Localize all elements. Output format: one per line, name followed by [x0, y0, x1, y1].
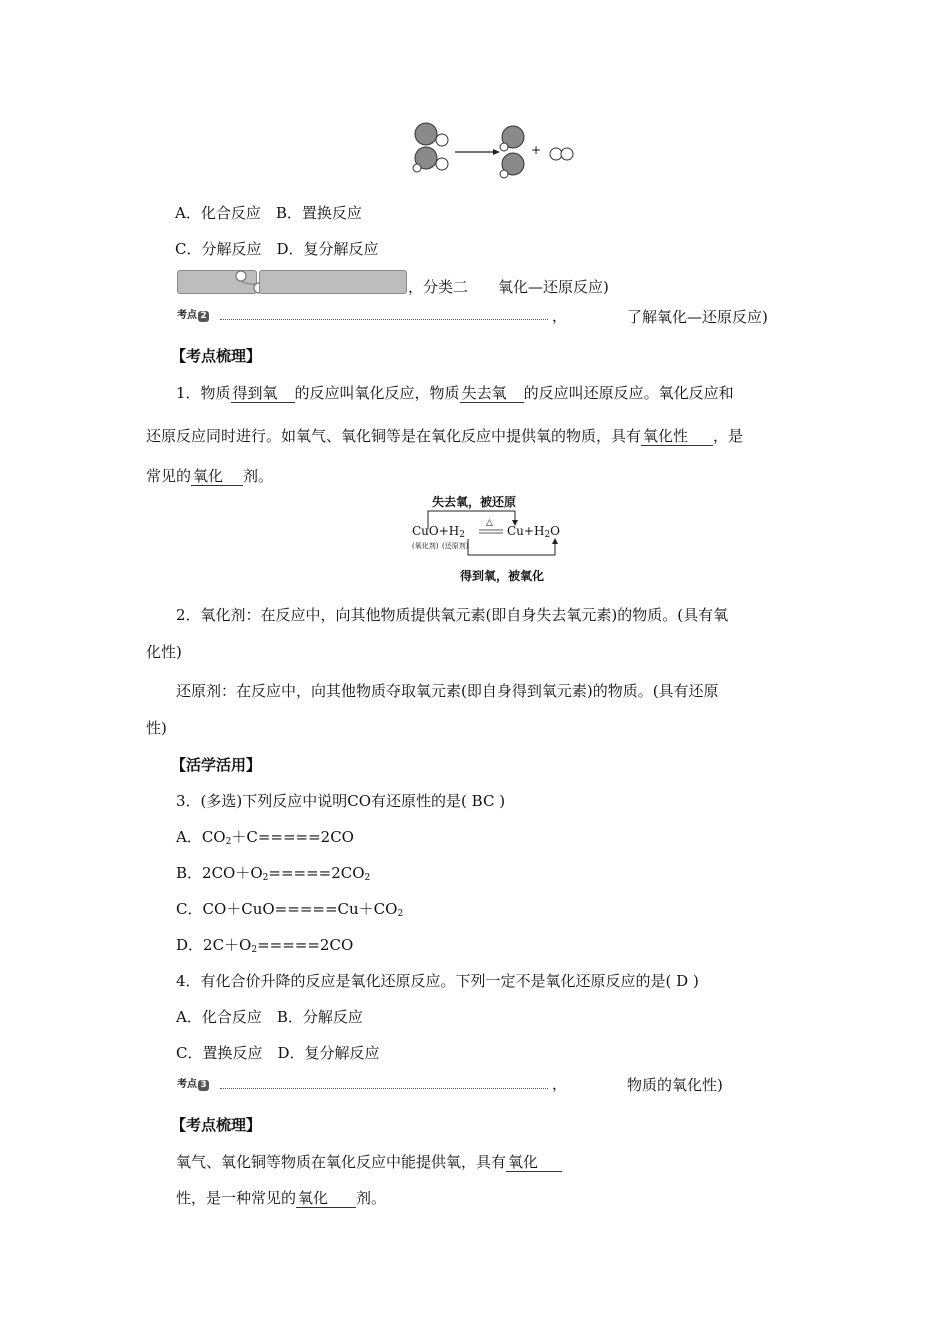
diagram-cuo-h: CuO+H [412, 524, 460, 538]
question-3-option-b [176, 862, 370, 883]
plus-sign: + [531, 143, 542, 157]
diagram-sub-2b: 2 [544, 530, 551, 540]
question-3-option-a [176, 826, 354, 847]
question-4-option-c-d: C．置换反应 D．复分解反应 [176, 1044, 380, 1062]
prev-option-a-b: A．化合反应 B．置换反应 [175, 204, 362, 222]
diagram-delta-symbol: △ [486, 518, 493, 528]
diagram-o: O [550, 524, 561, 538]
q3c-pre: C．CO＋CuO=====Cu＋CO [176, 900, 398, 918]
kaodian-3-dotted-line [220, 1088, 548, 1089]
reactant-molecules [413, 123, 448, 172]
p1-text-e: 还原反应同时进行。如氧气、氧化铜等是在氧化反应中提供氧的物质，具有 [146, 427, 642, 445]
question-4-option-a-b: A．化合反应 B．分解反应 [176, 1008, 363, 1026]
kaodian-3-comma: ， [552, 1075, 568, 1093]
molecule-reaction-figure [405, 118, 580, 180]
reaction-arrow [455, 149, 500, 155]
section-heading-review-1: 【考点梳理】 [171, 347, 262, 365]
kaodian-2-label: 考点 [177, 310, 197, 321]
redox-diagram [412, 493, 572, 585]
question-3-option-d [176, 934, 353, 955]
answer-blank-oxidizing-final-1: 氧化 [506, 1154, 562, 1172]
diagram-right-formula [507, 524, 560, 540]
kaodian-2-title: 了解氧化—还原反应) [627, 308, 768, 326]
diagram-bottom-label: 得到氧，被氧化 [460, 569, 545, 583]
kaodian-3-number: 3 [198, 1080, 209, 1091]
kaodian-3-label: 考点 [177, 1079, 197, 1090]
p1-text-g: 常见的 [146, 467, 192, 485]
paragraph-1-line-1 [176, 382, 734, 403]
banner-title: ，分类二 氧化—还原反应) [408, 278, 609, 296]
q3d-post: =====2CO [257, 936, 354, 954]
q3b-pre: B．2CO＋O [176, 864, 263, 882]
diagram-top-label: 失去氧，被还原 [432, 495, 517, 509]
q3d-pre: D．2C＋O [176, 936, 252, 954]
p1-text-a: 1．物质 [176, 384, 231, 402]
q3a-pre: A．CO [176, 828, 226, 846]
diagram-left-formula [412, 524, 465, 540]
paragraph-1-line-2 [146, 425, 743, 446]
final-text-2b: 剂。 [356, 1189, 387, 1207]
diagram-sub-2a: 2 [459, 530, 466, 540]
p1-text-f: ，是 [713, 427, 744, 445]
kaodian-2-number: 2 [198, 311, 209, 322]
answer-blank-oxidizing-agent: 氧化 [191, 468, 243, 486]
final-line-2 [176, 1187, 386, 1208]
paragraph-3-line-1: 还原剂：在反应中，向其他物质夺取氧元素(即自身得到氧元素)的物质。(具有还原 [176, 682, 719, 700]
q3b-sub1: 2 [262, 873, 269, 883]
q3a-sub: 2 [225, 837, 232, 847]
answer-blank-oxidizing-property: 氧化性 [641, 428, 713, 446]
answer-blank-lose-oxygen: 失去氧 [460, 385, 524, 403]
paragraph-2-line-2: 化性) [146, 643, 182, 661]
question-3: 3．(多选)下列反应中说明CO有还原性的是( BC ) [176, 792, 506, 810]
diagram-oxidant-label: (氧化剂) [412, 542, 439, 550]
kaodian-2-tag [177, 306, 209, 322]
q3b-mid: =====2CO [268, 864, 365, 882]
banner-right-block [259, 270, 407, 294]
section-heading-review-2: 【考点梳理】 [171, 1116, 262, 1134]
final-text-2a: 性，是一种常见的 [176, 1189, 297, 1207]
answer-blank-oxidizing-final-2: 氧化 [296, 1190, 356, 1208]
question-4: 4．有化合价升降的反应是氧化还原反应。下列一定不是氧化还原反应的是( D ) [176, 972, 699, 990]
q3a-post: ＋C=====2CO [231, 828, 354, 846]
prev-option-c-d: C．分解反应 D．复分解反应 [175, 240, 379, 258]
answer-blank-gain-oxygen: 得到氧 [231, 385, 295, 403]
kaodian-3-title: 物质的氧化性) [627, 1076, 723, 1094]
final-text-1: 氧气、氧化铜等物质在氧化反应中能提供氧，具有 [176, 1153, 507, 1171]
kaodian-3-tag [177, 1075, 209, 1091]
section-heading-practice: 【活学活用】 [171, 756, 262, 774]
question-3-option-c [176, 898, 403, 919]
diagram-reductant-label: (还原剂) [442, 542, 469, 550]
paragraph-3-line-2: 性) [146, 719, 167, 737]
q3c-sub: 2 [397, 909, 404, 919]
diagram-cu-h: Cu+H [507, 524, 545, 538]
p1-text-h: 剂。 [243, 467, 274, 485]
kaodian-2-dotted-line [220, 319, 548, 320]
p1-text-c: 的反应叫氧化反应，物质 [294, 384, 460, 402]
final-line-1 [176, 1151, 562, 1172]
q3d-sub: 2 [251, 945, 258, 955]
q3b-sub2: 2 [364, 873, 371, 883]
paragraph-2-line-1: 2．氧化剂：在反应中，向其他物质提供氧元素(即自身失去氧元素)的物质。(具有氧 [176, 606, 729, 624]
kaodian-2-comma: ， [552, 307, 568, 325]
p1-text-d: 的反应叫还原反应。氧化反应和 [523, 384, 734, 402]
paragraph-1-line-3 [146, 465, 273, 486]
